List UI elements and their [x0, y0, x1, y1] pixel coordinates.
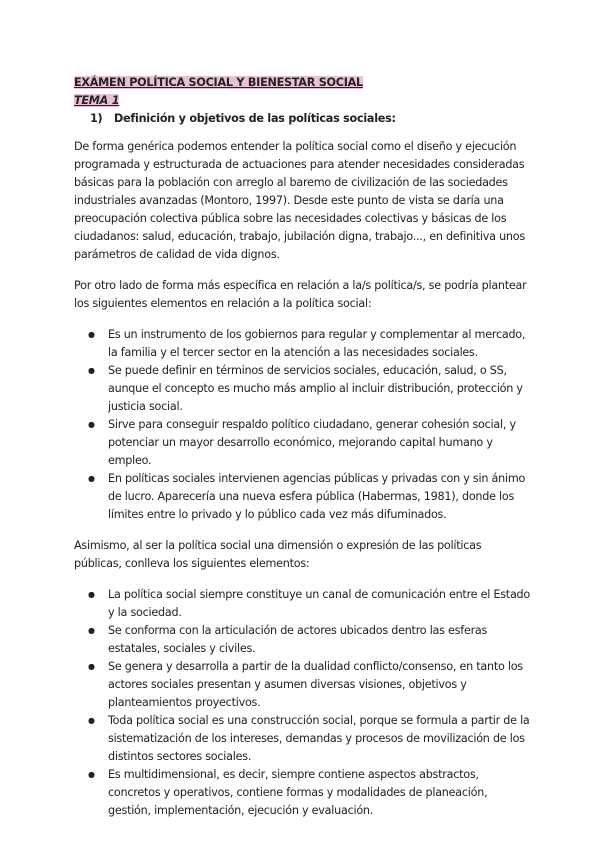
list-item-text: Se conforma con la articulación de actores ubicados dentro las esferas estatales, sociales y civiles.	[108, 624, 488, 655]
bullet-icon: ●	[88, 662, 95, 671]
bullet-icon: ●	[88, 716, 95, 725]
list-item-text: Se genera y desarrolla a partir de la dualidad conflicto/consenso, en tanto los actores sociales presentan y asumen diversas visiones, objetivos y planteamientos proyectivos.	[108, 660, 523, 709]
list-item	[74, 586, 530, 622]
document-title: EXÁMEN POLÍTICA SOCIAL Y BIENESTAR SOCIAL	[74, 76, 363, 89]
list-item	[74, 766, 530, 820]
list-item	[74, 712, 530, 766]
list-item-text: Toda política social es una construcción social, porque se formula a partir de la sistematización de los intereses, demandas y procesos de movilización de los distintos sectores sociales.	[108, 714, 530, 763]
bullet-icon: ●	[88, 420, 95, 429]
bullet-icon: ●	[88, 770, 95, 779]
tema-line	[74, 92, 530, 110]
list-item	[74, 658, 530, 712]
title-line	[74, 74, 530, 92]
list-item-text: La política social siempre constituye un canal de comunicación entre el Estado y la sociedad.	[108, 588, 530, 619]
list-item	[74, 326, 530, 362]
list-item-text: En políticas sociales intervienen agencias públicas y privadas con y sin ánimo de lucro. Aparecería una nueva esfera pública (Habermas, 1981), donde los límites entre lo privado y lo público cada vez más difuminados.	[108, 472, 526, 521]
section-number: 1)	[90, 112, 103, 125]
elements-list-2	[74, 586, 530, 820]
paragraph-3: Asimismo, al ser la política social una dimensión o expresión de las políticas públicas, conlleva los siguientes elementos:	[74, 539, 482, 570]
bullet-icon: ●	[88, 590, 95, 599]
list-item	[74, 362, 530, 416]
list-item	[74, 470, 530, 524]
list-item	[74, 622, 530, 658]
document-content	[74, 74, 530, 820]
list-item-text: Es un instrumento de los gobiernos para regular y complementar al mercado, la familia y el tercer sector en la atención a las necesidades sociales.	[108, 328, 526, 359]
bullet-icon: ●	[88, 626, 95, 635]
paragraph-1: De forma genérica podemos entender la política social como el diseño y ejecución programada y estructurada de actuaciones para atender necesidades consideradas básicas para la población con arreglo al baremo de civilización de las sociedades industriales avanzadas (Montoro, 1997). Desde este punto de vista se daría una preocupación colectiva pública sobre las necesidades colectivas y básicas de los ciudadanos: salud, educación, trabajo, jubilación digna, trabajo..., en definitiva unos parámetros de calidad de vida dignos.	[74, 140, 525, 261]
list-item-text: Se puede definir en términos de servicios sociales, educación, salud, o SS, aunque el concepto es mucho más amplio al incluir distribución, protección y justicia social.	[108, 364, 523, 413]
bullet-icon: ●	[88, 330, 95, 339]
elements-list-1	[74, 326, 530, 524]
tema-label: TEMA 1	[74, 94, 120, 107]
list-item-text: Es multidimensional, es decir, siempre contiene aspectos abstractos, concretos y operativos, contiene formas y modalidades de planeación, gestión, implementación, ejecución y evaluación.	[108, 768, 488, 817]
list-item	[74, 416, 530, 470]
section-heading	[74, 110, 530, 128]
paragraph-2: Por otro lado de forma más específica en relación a la/s política/s, se podría plantear los siguientes elementos en relación a la política social:	[74, 279, 527, 310]
bullet-icon: ●	[88, 474, 95, 483]
section-title: Definición y objetivos de las políticas sociales:	[114, 112, 396, 125]
list-item-text: Sirve para conseguir respaldo político ciudadano, generar cohesión social, y potenciar un mayor desarrollo económico, mejorando capital humano y empleo.	[108, 418, 516, 467]
bullet-icon: ●	[88, 366, 95, 375]
